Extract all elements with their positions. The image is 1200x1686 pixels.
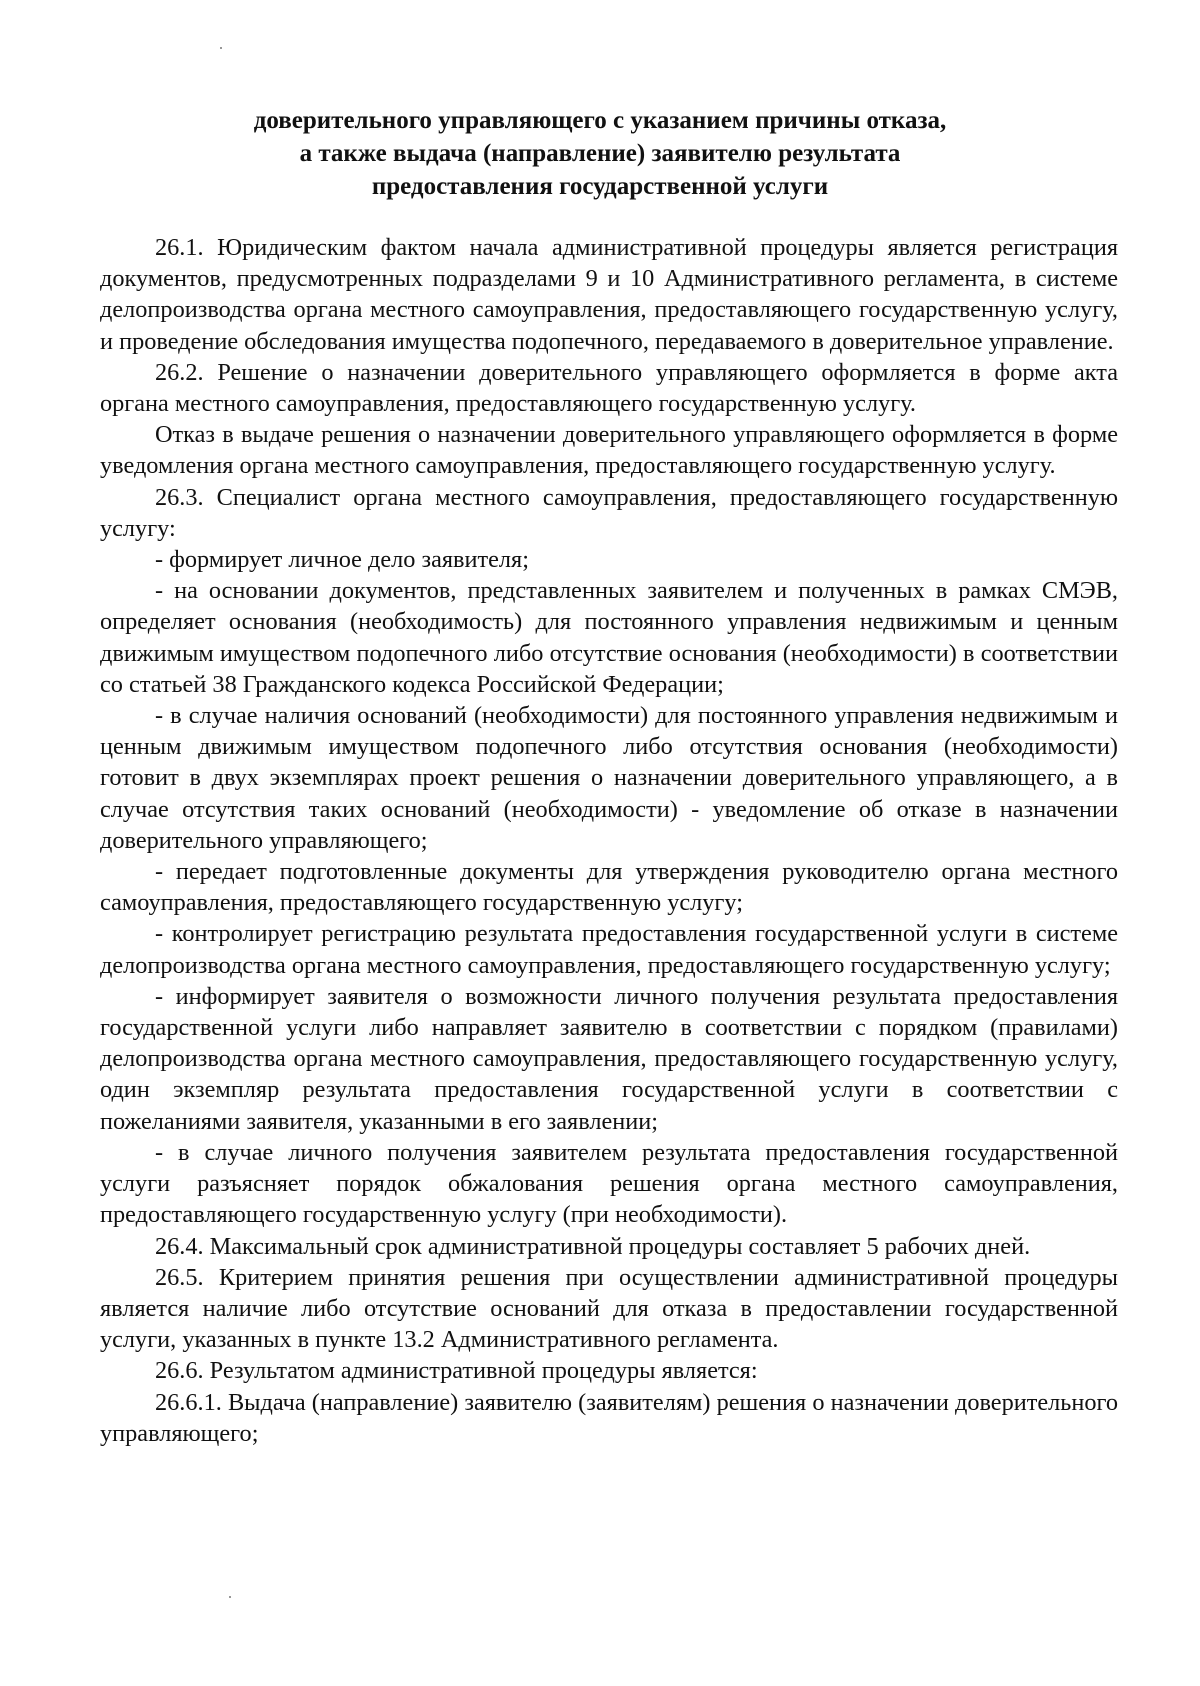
paragraph-26-1: 26.1. Юридическим фактом начала административной процедуры является регистрация документов, предусмотренных подразделами 9 и 10 Административного регламента, в системе делопроизводства органа местного самоуправления, предоставляющего государственную услугу, и проведение обследования имущества подопечного, передаваемого в доверительное управление. (100, 234, 1118, 355)
paragraph-refusal: Отказ в выдаче решения о назначении доверительного управляющего оформляется в форме уведомления органа местного самоуправления, предоставляющего государственную услугу. (100, 421, 1118, 480)
paragraph-26-3: 26.3. Специалист органа местного самоуправления, предоставляющего государственную услугу: (100, 483, 1118, 542)
paragraph-26-6: 26.6. Результатом административной процедуры является: (155, 1357, 758, 1385)
list-item: - в случае наличия оснований (необходимости) для постоянного управления недвижимым и ценным движимым имуществом подопечного либо отсутствия основания (необходимости) готовит в двух экземплярах проект решения о назначении доверительного управляющего, а в случае отсутствия таких оснований (необходимости) - уведомление об отказе в назначении доверительного управляющего; (100, 702, 1118, 854)
document-body (100, 232, 1118, 1449)
heading-line: доверительного управляющего с указанием причины отказа, (253, 107, 947, 134)
list-item: - контролирует регистрацию результата предоставления государственной услуги в системе делопроизводства органа местного самоуправления, предоставляющего государственную услугу; (100, 920, 1118, 979)
paragraph-26-4: 26.4. Максимальный срок административной процедуры составляет 5 рабочих дней. (155, 1232, 1031, 1260)
list-item: - формирует личное дело заявителя; (155, 546, 529, 574)
list-item: - информирует заявителя о возможности личного получения результата предоставления государственной услуги либо направляет заявителю в соответствии с порядком (правилами) делопроизводства органа местного самоуправления, предоставляющего государственную услугу, один экземпляр результата предоставления государственной услуги в соответствии с пожеланиями заявителя, указанными в его заявлении; (100, 982, 1118, 1135)
heading-line: а также выдача (направление) заявителю результата (299, 140, 901, 167)
list-item: - в случае личного получения заявителем результата предоставления государственной услуги разъясняет порядок обжалования решения органа местного самоуправления, предоставляющего государственную услугу (при необходимости). (100, 1138, 1118, 1229)
paragraph-26-6-1: 26.6.1. Выдача (направление) заявителю (заявителям) решения о назначении доверительного управляющего; (100, 1388, 1118, 1447)
scan-speck (229, 1596, 231, 1598)
section-heading (0, 104, 1200, 203)
list-item: - передает подготовленные документы для утверждения руководителю органа местного самоуправления, предоставляющего государственную услугу; (100, 858, 1118, 917)
list-item: - на основании документов, представленных заявителем и полученных в рамках СМЭВ, определяет основания (необходимость) для постоянного управления недвижимым и ценным движимым имуществом подопечного либо отсутствие основания (необходимости) в соответствии со статьей 38 Гражданского кодекса Российской Федерации; (100, 577, 1118, 698)
scan-speck (220, 47, 222, 49)
paragraph-26-5: 26.5. Критерием принятия решения при осуществлении административной процедуры является наличие либо отсутствие оснований для отказа в предоставлении государственной услуги, указанных в пункте 13.2 Административного регламента. (100, 1263, 1118, 1354)
heading-line: предоставления государственной услуги (371, 173, 829, 200)
paragraph-26-2: 26.2. Решение о назначении доверительного управляющего оформляется в форме акта органа местного самоуправления, предоставляющего государственную услугу. (100, 358, 1118, 418)
